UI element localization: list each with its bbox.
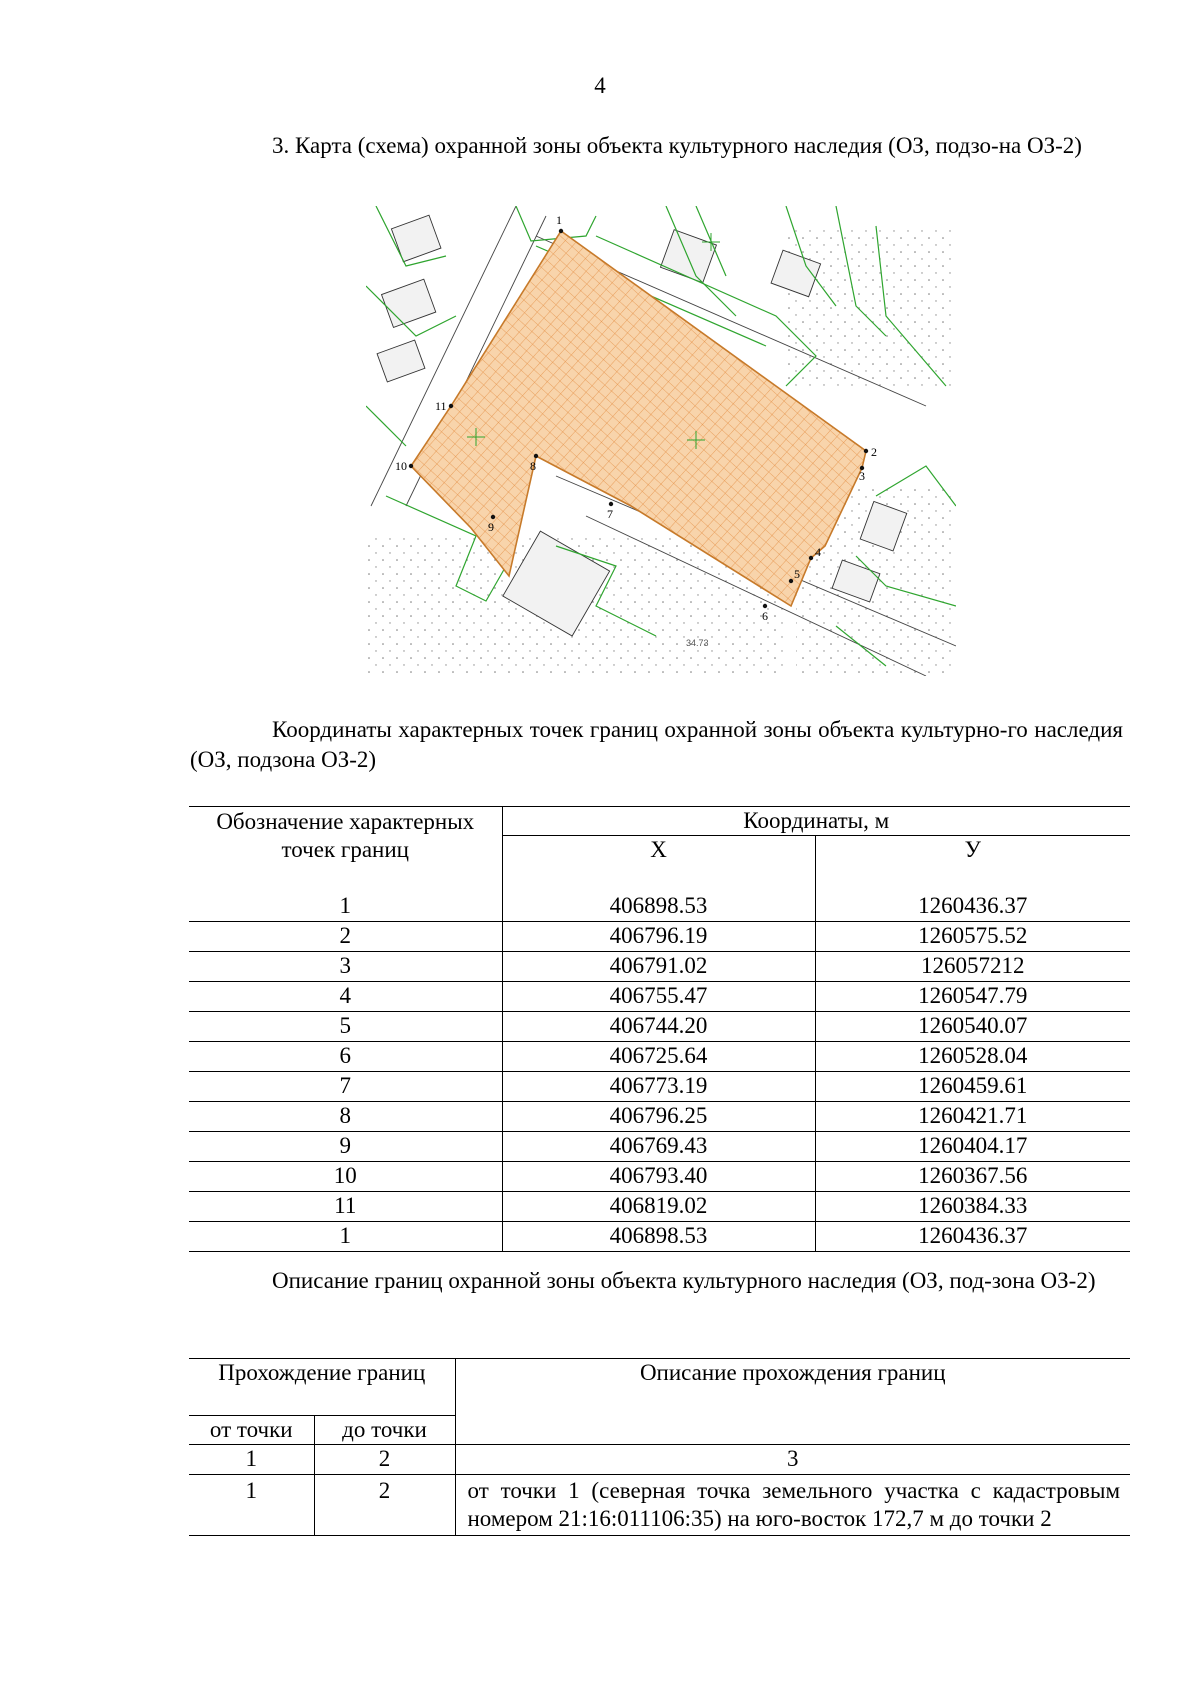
map-point-label: 4 (815, 545, 821, 559)
table-row (189, 892, 1130, 922)
row-x-value: 406796.19 (502, 922, 815, 952)
header-coordinates: Координаты, м (502, 807, 1130, 836)
header-passage: Прохождение границ (218, 1360, 426, 1385)
header-x: X (502, 836, 815, 893)
map-point-label: 7 (607, 507, 613, 521)
column-number: 3 (455, 1445, 1130, 1475)
row-y-value: 1260404.17 (815, 1132, 1130, 1162)
row-y-value: 1260540.07 (815, 1012, 1130, 1042)
row-description: от точки 1 (северная точка земельного участка с кадастровым номером 21:16:011106:35) на юго-восток 172,7 м до точки 2 (455, 1475, 1130, 1536)
row-x-value: 406744.20 (502, 1012, 815, 1042)
row-y-value: 1260528.04 (815, 1042, 1130, 1072)
map-point-label: 9 (488, 520, 494, 534)
row-x-value: 406769.43 (502, 1132, 815, 1162)
map-point-label: 5 (794, 567, 800, 581)
map-point-label: 11 (435, 399, 447, 413)
map-point-label: 1 (556, 213, 562, 227)
row-x-value: 406819.02 (502, 1192, 815, 1222)
row-point-number: 11 (189, 1192, 502, 1222)
table-row (189, 1192, 1130, 1222)
desc-heading: Описание границ охранной зоны объекта культурного наследия (ОЗ, под-зона ОЗ-2) (272, 1268, 1096, 1293)
row-point-number: 7 (189, 1072, 502, 1102)
row-point-number: 1 (339, 893, 351, 918)
description-table (189, 1358, 1130, 1536)
header-y: У (815, 836, 1130, 893)
row-point-number: 10 (189, 1162, 502, 1192)
row-point-number: 5 (189, 1012, 502, 1042)
row-point-number: 2 (189, 922, 502, 952)
header-description: Описание прохождения границ (455, 1359, 1130, 1445)
row-y-value: 1260459.61 (815, 1072, 1130, 1102)
row-x-value: 406898.53 (502, 892, 815, 922)
row-y-value: 1260436.37 (815, 892, 1130, 922)
row-point-number: 1 (189, 1222, 502, 1252)
row-y-value: 1260421.71 (815, 1102, 1130, 1132)
map-scale-label: 34.73 (686, 638, 709, 648)
table-row (189, 1102, 1130, 1132)
table-row (189, 1222, 1130, 1252)
section-title: 3. Карта (схема) охранной зоны объекта культурного наследия (ОЗ, подзо-на ОЗ-2) (272, 133, 1082, 158)
header-from-point: от точки (189, 1416, 314, 1445)
row-point-number: 8 (189, 1102, 502, 1132)
table-row (189, 982, 1130, 1012)
table-row (189, 952, 1130, 982)
row-x-value: 406793.40 (502, 1162, 815, 1192)
row-to-point: 2 (314, 1475, 455, 1536)
map-point-label: 6 (762, 609, 768, 623)
row-x-value: 406898.53 (502, 1222, 815, 1252)
row-y-value: 1260367.56 (815, 1162, 1130, 1192)
table-row (189, 1162, 1130, 1192)
table-row (189, 922, 1130, 952)
map-point-label: 3 (859, 469, 865, 483)
column-number: 1 (189, 1445, 314, 1475)
row-point-number: 6 (189, 1042, 502, 1072)
row-x-value: 406773.19 (502, 1072, 815, 1102)
table-row (189, 1072, 1130, 1102)
column-number: 2 (314, 1445, 455, 1475)
row-y-value: 1260436.37 (815, 1222, 1130, 1252)
page-number: 4 (594, 73, 606, 98)
table-row (189, 1042, 1130, 1072)
row-x-value: 406791.02 (502, 952, 815, 982)
row-from-point: 1 (189, 1475, 314, 1536)
row-y-value: 126057212 (815, 952, 1130, 982)
row-point-number: 9 (189, 1132, 502, 1162)
row-x-value: 406755.47 (502, 982, 815, 1012)
coordinates-table (189, 806, 1130, 1252)
row-x-value: 406725.64 (502, 1042, 815, 1072)
zone-map (366, 206, 956, 676)
header-point-designation: Обозначение характерных точек границ (216, 809, 475, 862)
row-y-value: 1260547.79 (815, 982, 1130, 1012)
row-point-number: 3 (189, 952, 502, 982)
map-point-label: 10 (395, 459, 407, 473)
row-y-value: 1260384.33 (815, 1192, 1130, 1222)
map-point-label: 8 (530, 459, 536, 473)
row-point-number: 4 (189, 982, 502, 1012)
row-x-value: 406796.25 (502, 1102, 815, 1132)
row-y-value: 1260575.52 (815, 922, 1130, 952)
table-row (189, 1132, 1130, 1162)
table-row (189, 1012, 1130, 1042)
header-to-point: до точки (314, 1416, 455, 1445)
coords-heading: Координаты характерных точек границ охранной зоны объекта культурно-го наследия (ОЗ, подзона ОЗ-2) (190, 717, 1123, 772)
map-point-label: 2 (871, 445, 877, 459)
